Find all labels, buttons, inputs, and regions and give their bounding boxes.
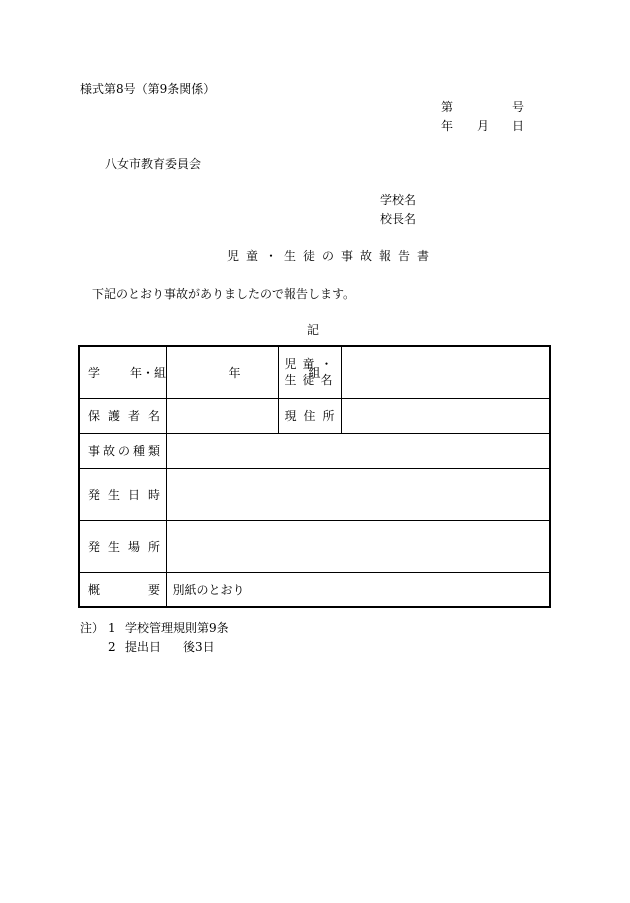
accident-type-label: 事 故 の 種 類 xyxy=(79,433,166,468)
accident-type-field[interactable] xyxy=(166,433,550,468)
addressee: 八女市教育委員会 xyxy=(105,157,202,171)
row-summary xyxy=(79,572,550,607)
row-grade xyxy=(79,346,550,398)
address-field[interactable] xyxy=(341,398,550,433)
note-2-value: 後3日 xyxy=(183,640,215,654)
date-month: 月 xyxy=(477,119,490,133)
student-name-label: 児 童 ・ 生 徒 名 xyxy=(278,346,341,398)
student-name-field[interactable] xyxy=(341,346,550,398)
date-day: 日 xyxy=(512,119,525,133)
row-guardian xyxy=(79,398,550,433)
summary-field[interactable]: 別紙のとおり xyxy=(166,572,550,607)
summary-label: 概 要 xyxy=(79,572,166,607)
address-label: 現 住 所 xyxy=(278,398,341,433)
principal-name-label: 校長名 xyxy=(380,212,417,226)
school-name-label: 学校名 xyxy=(380,193,417,207)
guardian-name-label: 保 護 者 名 xyxy=(79,398,166,433)
occurrence-datetime-label: 発 生 日 時 xyxy=(79,468,166,520)
form-number: 様式第8号（第9条関係） xyxy=(80,82,216,96)
guardian-name-field[interactable] xyxy=(166,398,278,433)
ki-heading: 記 xyxy=(307,323,320,337)
doc-number-suffix: 号 xyxy=(512,100,525,114)
intro-text: 下記のとおり事故がありましたので報告します。 xyxy=(92,287,356,301)
row-place xyxy=(79,520,550,572)
occurrence-place-label: 発 生 場 所 xyxy=(79,520,166,572)
occurrence-place-field[interactable] xyxy=(166,520,550,572)
note-1-text: 学校管理規則第9条 xyxy=(125,621,229,635)
notes-prefix: 注） xyxy=(80,621,105,635)
note-1-number: 1 xyxy=(108,621,116,635)
date-year: 年 xyxy=(441,119,454,133)
occurrence-datetime-field[interactable] xyxy=(166,468,550,520)
document-title: 児童・生徒の事故報告書 xyxy=(227,249,437,263)
grade-class-label: 学 年・組 xyxy=(79,346,166,398)
note-2-text: 提出日 xyxy=(125,640,162,654)
doc-number-prefix: 第 xyxy=(441,100,454,114)
grade-class-field[interactable]: 年 組 xyxy=(166,346,278,398)
note-2-number: 2 xyxy=(108,640,116,654)
row-accident-type xyxy=(79,433,550,468)
row-datetime xyxy=(79,468,550,520)
report-table xyxy=(78,345,551,608)
